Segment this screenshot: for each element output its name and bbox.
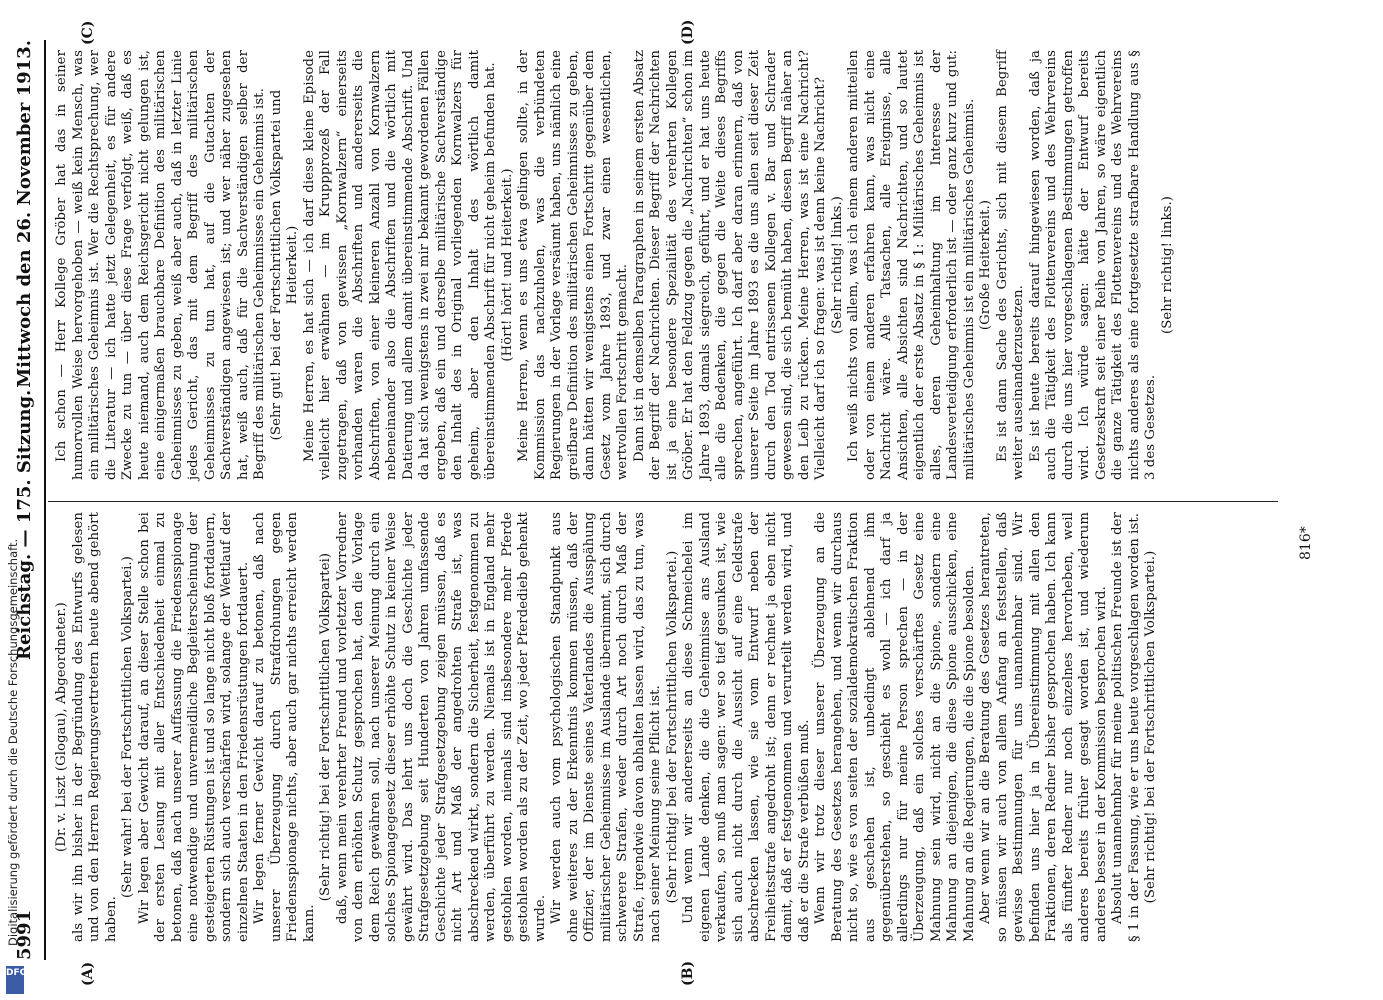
interjection: (Hört! hört! und Heiterkeit.) <box>499 168 515 362</box>
side-credit <box>0 0 30 1000</box>
interjection: (Große Heiterkeit.) <box>978 199 993 331</box>
digitization-credit: Digitalisierung gefördert durch die Deutsche Forschungsgemeinschaft. <box>6 538 20 946</box>
paragraph: Ich weiß nichts von allem, was ich einem anderen mitteilen oder von einem anderen erfahren kann, was nicht eine Nachricht wäre. Alle Tatsachen, alle Ereignisse, alle Ansichten, alle Absichten sind Nachrichten, und so lautet eigentlich der erste Absatz in § 1: Militärisches Geheimnis ist alles, deren Geheimhaltung im Interesse der Landesverteidigung erforderlich ist — oder ganz kurz und gut: militärisches Geheimnis ist ein militärisches Geheimnis. <box>846 50 977 480</box>
paragraph: als wir ihn bisher in der Begründung des Entwurfs gelesen und von den Herren Regierungsvertretern heute abend gehört haben. <box>70 512 119 942</box>
paragraph: Es ist dann Sache des Gerichts, sich mit diesem Begriff weiter auseinanderzusetzen. <box>994 50 1026 480</box>
margin-marker-b: (B) <box>680 960 696 986</box>
footer-signature: 816* <box>1298 526 1314 560</box>
interjection: (Sehr gut! bei der Fortschrittlichen Volkspartei und Heiterkeit.) <box>268 89 300 441</box>
interjection: (Dr. v. Liszt (Glogau), Abgeordneter.) <box>54 602 69 852</box>
paragraph: Aber wenn wir an die Beratung des Gesetzes herantreten, so müssen wir auch von allem Anfang an feststellen, daß gewisse Bestimmungen für uns unannehmbar sind. Wir befinden uns hier ja in Übereinstimmung mit allen den Fraktionen, deren Redner bisher gesprochen haben. Ich kann als fünfter Redner nur noch einzelnes hervorheben, weil anderes bereits früher gesagt worden ist, und wiederum anderes besser in der Kommission besprochen wird. <box>978 512 1109 942</box>
paragraph: Wir legen ferner Gewicht darauf zu betonen, daß nach unserer Überzeugung durch Strafdrohungen gegen Friedensspionage nichts, aber auch gar nichts erreicht werden kann. <box>252 512 317 942</box>
interjection: (Sehr wahr! bei der Fortschrittlichen Volkspartei.) <box>120 556 135 898</box>
dfg-logo: DFG <box>6 966 24 994</box>
text-column-right <box>54 50 1176 480</box>
margin-marker-a: (A) <box>80 961 96 986</box>
paragraph: Wir legen aber Gewicht darauf, an dieser Stelle schon bei der ersten Lesung mit aller Entschiedenheit einmal zu betonen, daß nach unserer Auffassung die Friedensspionage eine notwendige und unvermeidliche Begleiterscheinung der gesteigerten Rüstungen ist und so lange nicht bloß fortdauern, sondern sich auch verschärfen wird, solange der Wettlauf der einzelnen Staaten in den Friedensrüstungen fortdauert. <box>136 512 251 942</box>
page-number: 5991 <box>14 909 35 960</box>
margin-marker-d: (D) <box>680 19 696 45</box>
paragraph: Dann ist in demselben Paragraphen in seinem ersten Absatz der Begriff der Nachrichten. Dieser Begriff der Nachrichten ist ja eine besondere Spezialität des verehrten Kollegen Gröber. Er hat den Feldzug gegen die „Nachrichten“ schon im Jahre 1893, damals siegreich, geführt, und er hat uns heute alle die Bedenken, die gegen die Weite dieses Begriffs sprechen, angeführt. Ich darf aber daran erinnern, daß von unserer Seite im Jahre 1893 es die uns allen seit dieser Zeit durch den Tod entrissenen Kollegen v. Bar und Schrader gewesen sind, die sich bemüht haben, diesen Begriff näher an den Leib zu rücken. Meine Herren, was ist eine Nachricht? Vielleicht darf ich so fragen: was ist denn keine Nachricht? <box>631 50 828 480</box>
header-date: Mittwoch den 26. November 1913. <box>14 40 35 388</box>
paragraph: Meine Herren, es hat sich — ich darf diese kleine Episode vielleicht hier erwähnen — im Kruppprozeß der Fall zugetragen, daß von gewissen „Kornwalzern“ einerseits vorhanden waren die Abschriften und andererseits die Abschriften, von einer kleineren Anzahl von Kornwalzern nebeneinander also die Abschriften und die wörtlich mit Datierung und allem damit übereinstimmende Abschrift. Und da hat sich wenigstens in zwei mir bekannt gewordenen Fällen ergeben, daß ein und derselbe militärische Sachverständige den Inhalt des in Original vorliegenden Kornwalzers für geheim, aber den Inhalt des wörtlich damit übereinstimmenden Abschrift für nicht geheim befunden hat. <box>301 50 498 480</box>
interjection: (Sehr richtig! bei der Fortschrittlichen Volkspartei) <box>318 552 333 902</box>
interjection: (Sehr richtig! bei der Fortschrittlichen Volkspartei.) <box>664 550 680 904</box>
paragraph: Es ist heute bereits darauf hingewiesen worden, daß ja auch die Tätigkeit des Flottenvereins und des Wehrvereins durch die uns hier vorgeschlagenen Bestimmungen getroffen wird. Ich würde sagen: hätte der Entwurf bereits Gesetzeskraft seit einer Reihe von Jahren, so wäre eigentlich die ganze Tätigkeit des Flottenvereins und des Wehrvereins nichts anderes als eine fortgesetzte strafbare Handlung aus § 3 des Gesetzes. <box>1027 50 1158 480</box>
header-rule <box>44 40 46 960</box>
paragraph: Wenn wir trotz dieser unserer Überzeugung an die Beratung des Gesetzes herangehen, und wenn wir durchaus nicht so, wie es von seiten der sozialdemokratischen Fraktion aus geschehen ist, unbedingt ablehnend ihm gegenüberstehen, so geschieht es wohl — ich darf ja allerdings nur für meine Person sprechen — in der Überzeugung, daß ein solches verschärftes Gesetz eine Mahnung sein wird, nicht an die Spione, sondern eine Mahnung an diejenigen, die diese Spione ausschicken, eine Mahnung an die Regierungen, die die Spione besolden. <box>813 512 977 942</box>
header-title: Reichstag. — 175. Sitzung. <box>14 389 35 660</box>
paragraph: Meine Herren, wenn es uns etwa gelingen sollte, in der Kommission das nachzuholen, was die verbündeten Regierungen in der Vorlage versäumt haben, uns nämlich eine greifbare Definition des militärischen Geheimnisses zu geben, dann hätten wir wenigstens einen Fortschritt gegenüber dem Gesetz vom Jahre 1893, und zwar einen wesentlichen, wertvollen Fortschritt gemacht. <box>516 50 630 480</box>
interjection: (Sehr richtig! bei der Fortschrittlichen Volkspartei.) <box>1143 550 1158 904</box>
paragraph: Absolut unannehmbar für meine politischen Freunde ist der § 1 in der Fassung, wie er uns heute vorgeschlagen worden ist. <box>1110 512 1142 942</box>
column-divider <box>48 501 1278 502</box>
text-column-left <box>54 512 1160 942</box>
paragraph: Ich schon — Herr Kollege Gröber hat das in seiner humorvollen Weise hervorgehoben — weiß kein Mensch, was ein militärisches Geheimnis ist. Wer die Rechtsprechung, wer die Literatur — ich hatte jetzt Gelegenheit, es für andere Zwecke zu tun — über diese Frage verfolgt, weiß, daß es heute niemand, auch dem Reichsgericht nicht gelungen ist, eine einigermaßen brauchbare Definition des militärischen Geheimnisses zu geben, weiß aber auch, daß in letzter Linie jedes Gericht, das mit dem Begriff des militärischen Geheimnisses zu tun hat, auf die Gutachten der Sachverständigen angewiesen ist; und wer näher zugesehen hat, weiß auch, daß für die Sachverständigen selber der Begriff des militärischen Geheimnisses ein Geheimnis ist. <box>54 50 267 480</box>
interjection: (Sehr richtig! links.) <box>1159 195 1175 335</box>
interjection: (Sehr richtig! links.) <box>829 195 845 335</box>
margin-marker-c: (C) <box>80 20 96 45</box>
paragraph: daß, wenn mein verehrter Freund und vorletzter Vorredner von dem erhöhten Schutz gesprochen hat, den die Vorlage dem Reich gewähren soll, nach unserer Meinung durch ein solches Spionagegesetz dieser erhöhte Schutz in keiner Weise gewährt wird. Das lehrt uns doch die Geschichte jeder Strafgesetzgebung seit Hunderten von Jahren umfassende Geschichte jeder Strafgesetzgebung zeigen müssen, daß es nicht Art und Maß der angedrohten Strafe ist, was abschreckend wirkt, sondern die Sicherheit, festgenommen zu werden, überführt zu werden. Niemals ist in England mehr gestohlen worden, niemals sind insbesondere mehr Pferde gestohlen worden als zu der Zeit, wo jeder Pferdedieb gehenkt wurde. <box>334 512 548 942</box>
paragraph: Und wenn wir andererseits an diese Schmeichelei im eigenen Lande denken, die die Geheimnisse ans Ausland verkaufen, so muß man sagen: wer so tief gesunken ist, wie sich auch nicht durch die Aussicht auf eine Geldstrafe abschrecken lassen, wie sie vom Entwurf neben der Freiheitsstrafe angedroht ist; denn er rechnet ja eben nicht damit, daß er festgenommen und verurteilt werden wird, und daß er die Strafe verbüßen muß. <box>681 512 812 942</box>
paragraph: Wir werden auch vom psychologischen Standpunkt aus ohne weiteres zu der Erkenntnis kommen müssen, daß der Offizier, der im Dienste seines Vaterlandes die Ausspähung militärischer Geheimnisse im Auslande übernimmt, sich durch schwerere Strafen, weder durch Art noch durch Maß der Strafe, irgendwie davon abhalten lassen wird, das zu tun, was nach seiner Meinung seine Pflicht ist. <box>549 512 663 942</box>
